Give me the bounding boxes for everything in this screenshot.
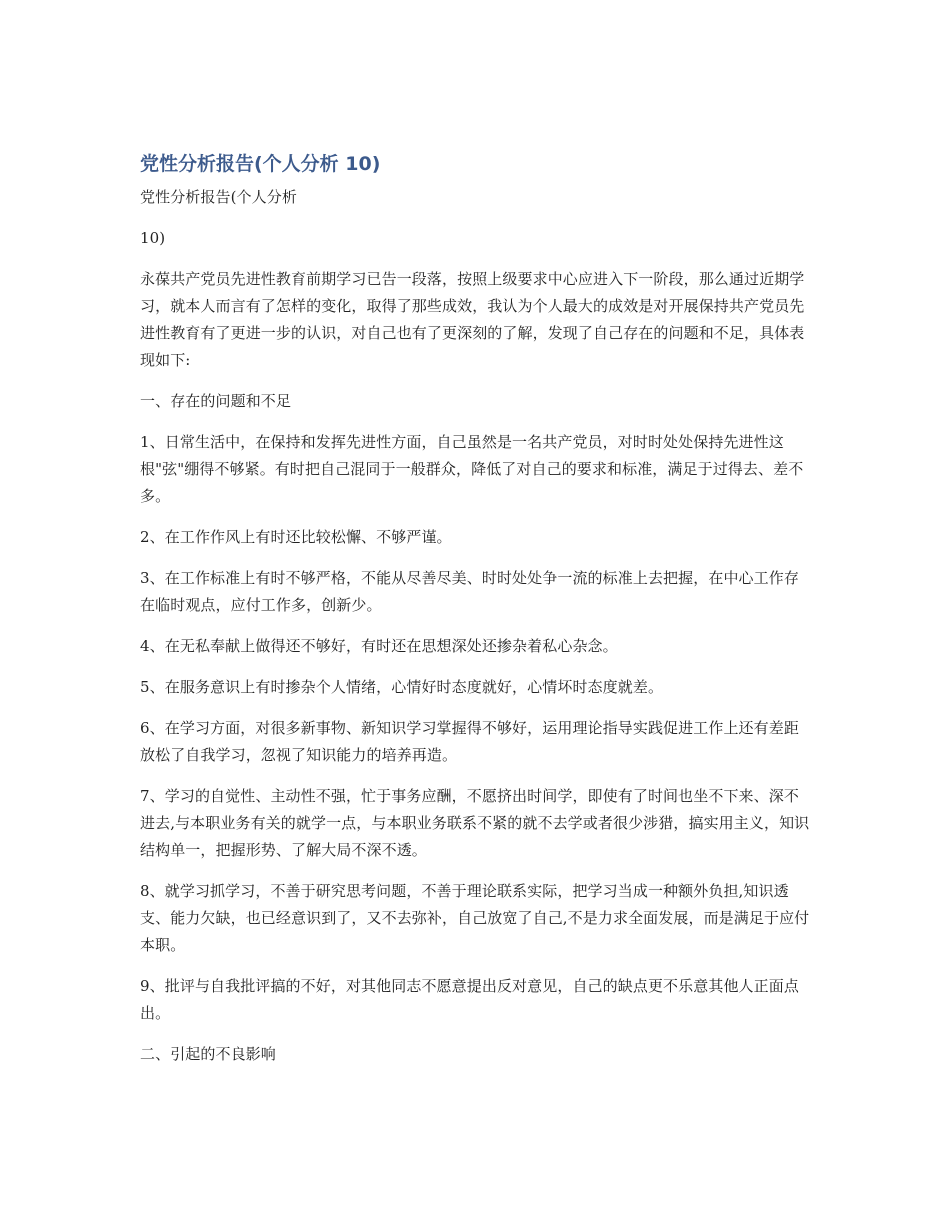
problem-item-2: 2、在工作作风上有时还比较松懈、不够严谨。 — [140, 528, 452, 546]
problem-item-7: 7、学习的自觉性、主动性不强，忙于事务应酬，不愿挤出时间学，即使有了时间也坐不下来、深不进去,与本职业务有关的就学一点，与本职业务联系不紧的就不去学或者很少涉猎，搞实用主义，知识结构单一，把握形势、了解大局不深不透。 — [140, 787, 810, 859]
intro-paragraph: 永葆共产党员先进性教育前期学习已告一段落，按照上级要求中心应进入下一阶段，那么通过近期学习，就本人而言有了怎样的变化，取得了那些成效，我认为个人最大的成效是对开展保持共产党员先进性教育有了更进一步的认识，对自己也有了更深刻的了解，发现了自己存在的问题和不足，具体表现如下: — [140, 270, 805, 369]
subtitle-line-2: 10) — [140, 229, 166, 247]
document-title: 党性分析报告(个人分析 10) — [140, 153, 381, 175]
problem-item-9: 9、批评与自我批评搞的不好，对其他同志不愿意提出反对意见，自己的缺点更不乐意其他人正面点出。 — [140, 977, 799, 1022]
problem-item-1: 1、日常生活中，在保持和发挥先进性方面，自己虽然是一名共产党员，对时时处处保持先进性这根"弦"绷得不够紧。有时把自己混同于一般群众，降低了对自己的要求和标准，满足于过得去、差不多。 — [140, 433, 804, 505]
problem-item-8: 8、就学习抓学习，不善于研究思考问题，不善于理论联系实际，把学习当成一种额外负担,知识透支、能力欠缺，也已经意识到了，又不去弥补，自己放宽了自己,不是力求全面发展，而是满足于应付本职。 — [140, 882, 810, 954]
problem-item-3: 3、在工作标准上有时不够严格，不能从尽善尽美、时时处处争一流的标准上去把握，在中心工作存在临时观点，应付工作多，创新少。 — [140, 569, 799, 614]
section-heading-impact: 二、引起的不良影响 — [140, 1045, 276, 1063]
subtitle-line-1: 党性分析报告(个人分析 — [140, 188, 297, 206]
section-heading-problems: 一、存在的问题和不足 — [140, 392, 292, 410]
problem-item-5: 5、在服务意识上有时掺杂个人情绪，心情好时态度就好，心情坏时态度就差。 — [140, 678, 664, 696]
problem-item-6: 6、在学习方面，对很多新事物、新知识学习掌握得不够好，运用理论指导实践促进工作上还有差距放松了自我学习，忽视了知识能力的培养再造。 — [140, 719, 799, 764]
document-page — [140, 150, 812, 1082]
problem-item-4: 4、在无私奉献上做得还不够好，有时还在思想深处还掺杂着私心杂念。 — [140, 637, 618, 655]
